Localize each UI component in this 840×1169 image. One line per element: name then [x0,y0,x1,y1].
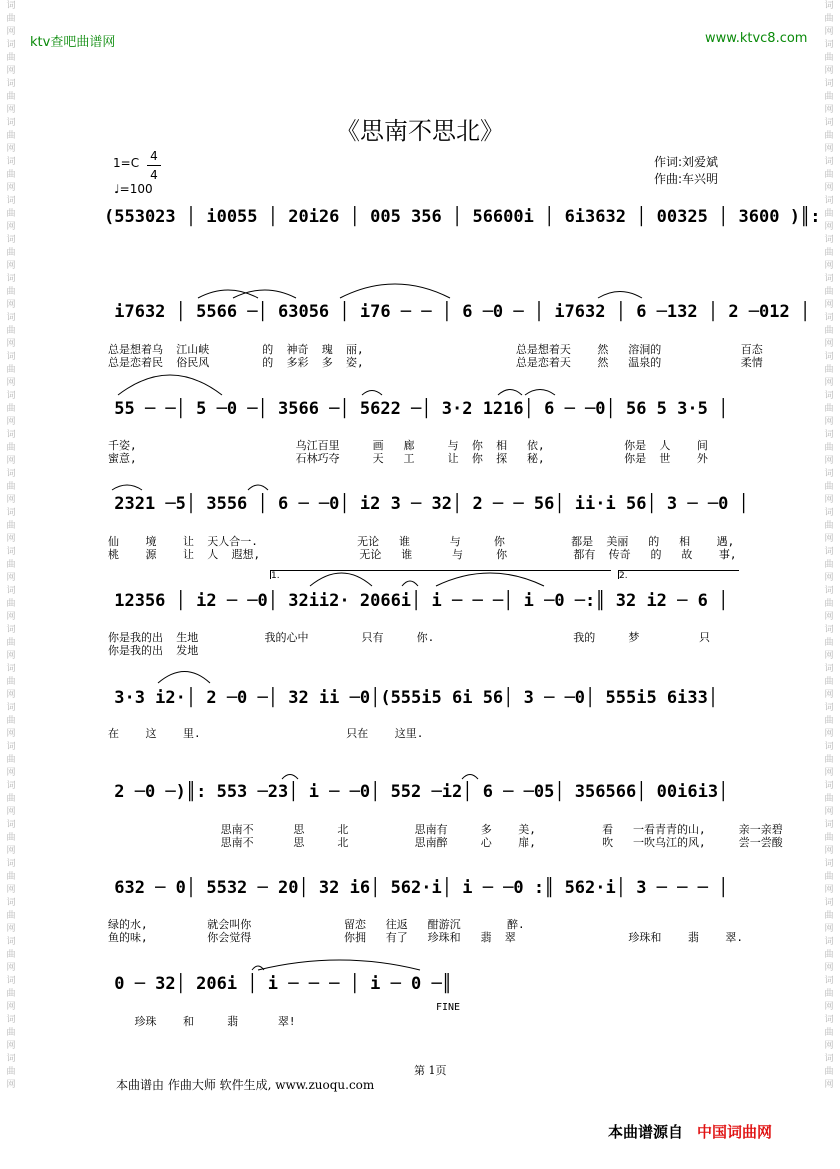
slur [118,375,222,395]
watermark-char: 词 [6,274,16,284]
watermark-char: 词 [6,586,16,596]
lyric-line: 总是恋着民 俗民风 的 多彩 多 姿, 总是恋着天 然 温泉的 柔情 [108,356,763,369]
watermark-char: 网 [6,1041,16,1051]
watermark-char: 词 [824,703,834,713]
watermark-char: 网 [6,573,16,583]
watermark-char: 网 [6,963,16,973]
notation-row-9 [104,969,754,999]
watermark-char: 网 [824,144,834,154]
watermark-char: 词 [824,508,834,518]
lyric-line: 思南不 思 北 思南有 多 美, 看 一看青青的山, 亲一亲碧 [108,823,783,836]
watermark-char: 网 [6,768,16,778]
watermark-char: 网 [824,261,834,271]
watermark-char: 网 [824,846,834,856]
watermark-char: 词 [824,664,834,674]
watermark-char: 网 [824,729,834,739]
watermark-char: 网 [6,27,16,37]
watermark-char: 网 [824,651,834,661]
lyric-line: 你是我的出 生地 我的心中 只有 你. 我的 梦 只 [108,631,710,644]
watermark-char: 曲 [824,170,834,180]
watermark-char: 词 [824,742,834,752]
watermark-char: 曲 [824,248,834,258]
watermark-char: 词 [6,781,16,791]
watermark-char: 词 [824,157,834,167]
watermark-char: 词 [824,1054,834,1064]
watermark-char: 网 [824,495,834,505]
watermark-char: 词 [824,469,834,479]
notes-line: 632 ─ 0│ 5532 ─ 20│ 32 i6│ 562·i│ i ─ ─0 :║ 562·i│ 3 ─ ─ ─ │ [104,878,729,898]
watermark-char: 网 [6,690,16,700]
watermark-char: 词 [824,586,834,596]
watermark-char: 曲 [6,716,16,726]
watermark-char: 词 [824,430,834,440]
watermark-char: 曲 [824,287,834,297]
watermark-char: 词 [824,976,834,986]
watermark-char: 曲 [824,521,834,531]
watermark-char: 曲 [824,794,834,804]
watermark-char: 词 [6,1015,16,1025]
watermark-char: 词 [6,79,16,89]
watermark-char: 词 [6,430,16,440]
source-site-link[interactable]: 中国词曲网 [697,1123,773,1141]
watermark-right [818,0,840,1169]
watermark-char: 网 [824,807,834,817]
watermark-char: 曲 [6,170,16,180]
watermark-char: 网 [6,378,16,388]
notation-row-3 [104,394,754,424]
watermark-char: 网 [6,495,16,505]
watermark-char: 网 [6,144,16,154]
watermark-char: 网 [6,183,16,193]
lyric-line: 绿的水, 就会叫你 留恋 往返 酣游沉 醉. [108,918,525,931]
watermark-char: 词 [6,1054,16,1064]
notation-row-5 [104,586,754,616]
watermark-char: 词 [824,274,834,284]
watermark-char: 曲 [824,677,834,687]
watermark-char: 网 [6,924,16,934]
watermark-char: 词 [824,547,834,557]
watermark-char: 网 [824,339,834,349]
watermark-char: 网 [824,534,834,544]
watermark-char: 曲 [6,560,16,570]
lyric-line: 蜜意, 石林巧夺 天 工 让 你 探 秘, 你是 世 外 [108,452,708,465]
watermark-char: 曲 [6,794,16,804]
watermark-char: 曲 [6,521,16,531]
watermark-char: 曲 [6,677,16,687]
watermark-char: 网 [6,534,16,544]
watermark-char: 词 [6,469,16,479]
lyric-line: 珍珠 和 翡 翠! [108,1015,296,1028]
source-label: 本曲谱源自 [608,1123,684,1141]
watermark-char: 曲 [6,443,16,453]
composer: 作曲:车兴明 [654,172,719,186]
watermark-char: 词 [6,742,16,752]
watermark-char: 词 [6,391,16,401]
page-number: 第 1页 [414,1064,447,1077]
slur [340,284,450,298]
watermark-char: 词 [824,859,834,869]
watermark-char: 网 [824,105,834,115]
watermark-char: 词 [824,1,834,11]
watermark-char: 词 [6,313,16,323]
watermark-char: 曲 [6,287,16,297]
watermark-char: 词 [824,40,834,50]
watermark-char: 曲 [824,989,834,999]
volta-2: 2. [618,570,739,579]
slur [158,672,210,684]
time-numerator: 4 [150,149,158,163]
lyric-line: 思南不 思 北 思南醉 心 扉, 吹 一吹乌江的风, 尝一尝酸 [108,836,783,849]
watermark-char: 曲 [824,404,834,414]
watermark-char: 网 [824,963,834,973]
watermark-char: 词 [824,820,834,830]
watermark-char: 曲 [6,1028,16,1038]
watermark-char: 曲 [824,131,834,141]
watermark-char: 词 [824,1015,834,1025]
watermark-char: 网 [824,924,834,934]
notes-line: 2 ─0 ─)║: 553 ─23│ i ─ ─0│ 552 ─i2│ 6 ─ ─05│ 356566│ 00i6i3│ [104,782,729,802]
watermark-char: 词 [824,196,834,206]
watermark-char: 网 [824,1002,834,1012]
watermark-char: 网 [6,261,16,271]
watermark-char: 词 [824,781,834,791]
watermark-char: 曲 [824,833,834,843]
watermark-char: 曲 [824,950,834,960]
watermark-char: 词 [824,118,834,128]
watermark-char: 网 [824,1041,834,1051]
watermark-char: 词 [6,703,16,713]
watermark-char: 词 [824,352,834,362]
watermark-char: 曲 [6,248,16,258]
watermark-char: 词 [824,313,834,323]
watermark-char: 词 [6,196,16,206]
watermark-char: 词 [6,937,16,947]
notation-row-2 [104,297,811,327]
notation-row-8 [104,873,754,903]
watermark-char: 网 [824,456,834,466]
watermark-char: 网 [6,339,16,349]
time-denominator: 4 [147,165,161,184]
watermark-char: 词 [6,859,16,869]
notes-line: 3·3 i2·│ 2 ─0 ─│ 32 ii ─0│(555i5 6i 56│ 3 ─ ─0│ 555i5 6i33│ [104,688,719,708]
watermark-char: 曲 [824,872,834,882]
watermark-char: 网 [824,378,834,388]
watermark-char: 词 [824,79,834,89]
lyric-line: 鱼的味, 你会觉得 你拥 有了 珍珠和 翡 翠 珍珠和 翡 翠. [108,931,743,944]
watermark-char: 词 [6,898,16,908]
notes-line: 2321 ─5│ 3556 │ 6 ─ ─0│ i2 3 ─ 32│ 2 ─ ─ 56│ ii·i 56│ 3 ─ ─0 │ [104,494,749,514]
song-title: 《思南不思北》 [336,117,504,145]
lyric-line: 在 这 里. 只在 这里. [108,727,424,740]
watermark-char: 词 [6,547,16,557]
watermark-char: 网 [6,1002,16,1012]
watermark-left [0,0,22,1169]
watermark-char: 曲 [824,326,834,336]
watermark-char: 网 [824,183,834,193]
watermark-char: 曲 [6,365,16,375]
watermark-char: 网 [6,807,16,817]
notes-line: 12356 │ i2 ─ ─0│ 32ii2· 2066i│ i ─ ─ ─│ i ─0 ─:║ 32 i2 ─ 6 │ [104,591,729,611]
notes-line: i7632 │ 5566 ─│ 63056 │ i76 ─ ─ │ 6 ─0 ─ │ i7632 │ 6 ─132 │ 2 ─012 │ [104,302,811,322]
tempo-mark: ♩=100 [114,182,153,196]
watermark-char: 网 [824,222,834,232]
watermark-char: 词 [6,976,16,986]
watermark-char: 词 [6,352,16,362]
watermark-char: 词 [824,625,834,635]
watermark-char: 网 [824,66,834,76]
time-signature [147,147,161,184]
key-signature: 1=C [113,156,140,170]
watermark-char: 词 [6,235,16,245]
watermark-char: 网 [6,66,16,76]
watermark-char: 网 [824,573,834,583]
watermark-char: 网 [824,690,834,700]
watermark-char: 曲 [824,92,834,102]
notation-row-6 [104,683,754,713]
watermark-char: 曲 [6,989,16,999]
watermark-char: 词 [6,625,16,635]
watermark-char: 网 [6,1080,16,1090]
watermark-char: 词 [6,157,16,167]
watermark-char: 网 [824,300,834,310]
watermark-char: 曲 [824,638,834,648]
notes-line: 0 ─ 32│ 206i │ i ─ ─ ─ │ i ─ 0 ─║ [104,974,452,994]
watermark-char: 网 [824,612,834,622]
watermark-char: 词 [6,118,16,128]
lyricist: 作词:刘爱斌 [654,155,719,169]
watermark-char: 网 [824,417,834,427]
volta-1: 1. [270,570,611,579]
watermark-char: 曲 [6,638,16,648]
watermark-char: 网 [824,885,834,895]
watermark-char: 曲 [824,365,834,375]
watermark-char: 网 [6,729,16,739]
watermark-char: 词 [6,664,16,674]
watermark-char: 曲 [824,443,834,453]
watermark-char: 曲 [6,872,16,882]
watermark-char: 网 [824,768,834,778]
lyric-line: 千姿, 乌江百里 画 廊 与 你 相 依, 你是 人 间 [108,439,708,452]
watermark-char: 曲 [824,1067,834,1077]
lyric-line: 桃 源 让 人 遐想, 无论 谁 与 你 都有 传奇 的 故 事, [108,548,737,561]
watermark-char: 曲 [824,716,834,726]
watermark-char: 曲 [824,560,834,570]
fine-mark: FINE [436,1002,461,1013]
watermark-char: 曲 [824,482,834,492]
watermark-char: 曲 [6,14,16,24]
watermark-char: 网 [6,651,16,661]
watermark-char: 网 [824,1080,834,1090]
watermark-char: 网 [6,612,16,622]
lyric-line: 仙 境 让 天人合一. 无论 谁 与 你 都是 美丽 的 相 遇, [108,535,735,548]
lyric-line: 你是我的出 发地 [108,644,199,657]
watermark-char: 曲 [6,599,16,609]
watermark-char: 词 [6,1,16,11]
watermark-char: 曲 [824,53,834,63]
watermark-char: 网 [6,885,16,895]
footer-credit: 本曲谱由 作曲大师 软件生成, www.zuoqu.com [116,1078,375,1092]
watermark-char: 词 [824,898,834,908]
watermark-char: 词 [6,820,16,830]
watermark-char: 曲 [6,131,16,141]
watermark-char: 词 [6,508,16,518]
watermark-char: 网 [6,456,16,466]
notation-row-1 [104,202,821,232]
notes-line: 55 ─ ─│ 5 ─0 ─│ 3566 ─│ 5622 ─│ 3·2 1216│ 6 ─ ─0│ 56 5 3·5 │ [104,399,729,419]
watermark-char: 曲 [6,755,16,765]
watermark-char: 曲 [6,209,16,219]
watermark-char: 曲 [6,404,16,414]
watermark-char: 网 [6,222,16,232]
header-right-site[interactable]: www.ktvc8.com [705,31,808,46]
watermark-char: 曲 [6,1067,16,1077]
source-credit [608,1121,772,1142]
watermark-char: 网 [6,300,16,310]
notation-row-4 [104,489,754,519]
lyric-line: 总是想着乌 江山峡 的 神奇 瑰 丽, 总是想着天 然 溶洞的 百态 [108,343,763,356]
watermark-char: 曲 [824,911,834,921]
watermark-char: 曲 [6,326,16,336]
watermark-char: 网 [6,417,16,427]
watermark-char: 词 [6,40,16,50]
watermark-char: 曲 [6,950,16,960]
watermark-char: 网 [6,846,16,856]
notes-intro: (553023 │ i0055 │ 20i26 │ 005 356 │ 56600i │ 6i3632 │ 00325 │ 3600 )║: [104,207,821,227]
watermark-char: 曲 [824,209,834,219]
watermark-char: 曲 [824,599,834,609]
watermark-char: 曲 [824,755,834,765]
notation-row-7 [104,777,754,807]
watermark-char: 词 [824,937,834,947]
watermark-char: 曲 [6,911,16,921]
watermark-char: 曲 [824,14,834,24]
watermark-char: 曲 [6,53,16,63]
watermark-char: 词 [824,235,834,245]
watermark-char: 曲 [6,92,16,102]
watermark-char: 曲 [6,833,16,843]
watermark-char: 网 [824,27,834,37]
header-left-site[interactable]: ktv查吧曲谱网 [30,35,116,50]
watermark-char: 网 [6,105,16,115]
watermark-char: 曲 [6,482,16,492]
watermark-char: 词 [824,391,834,401]
watermark-char: 曲 [824,1028,834,1038]
